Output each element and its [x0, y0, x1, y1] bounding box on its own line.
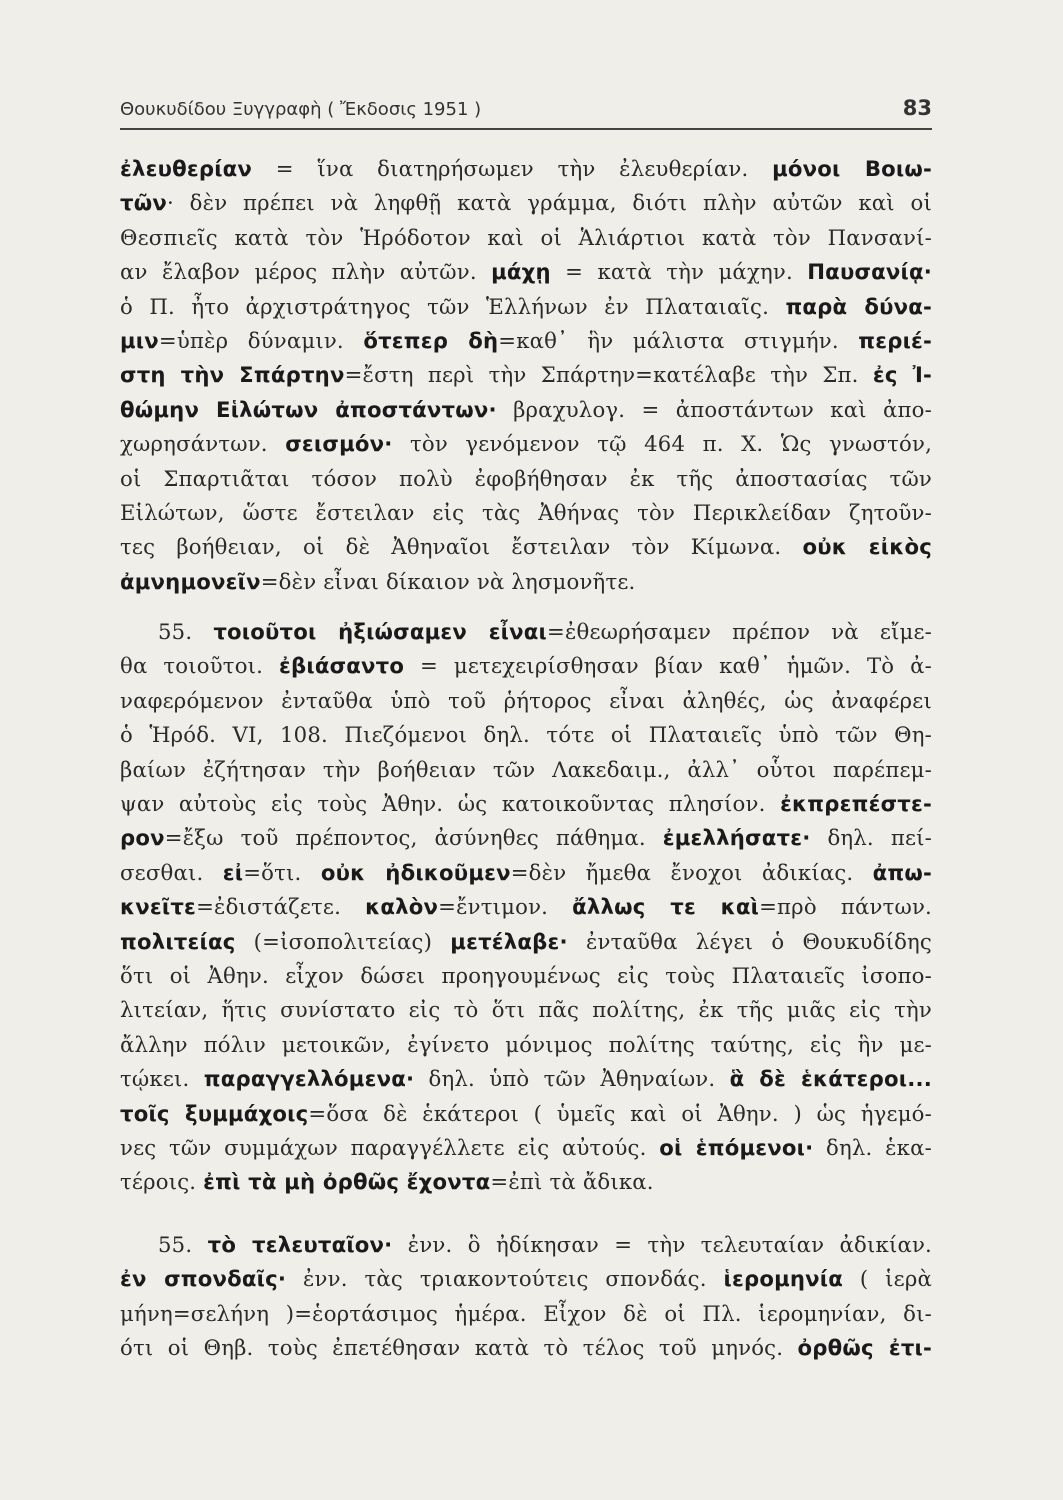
- lemma: καλὸν: [365, 894, 439, 920]
- lemma: οἱ ἑπόμενοι·: [659, 1134, 814, 1160]
- lemma: τῶν: [120, 190, 167, 216]
- text-line: [120, 290, 932, 324]
- text-line: [120, 787, 932, 821]
- gloss: χωρησάντων.: [120, 431, 286, 457]
- lemma: τοῖς ξυμμάχοις: [120, 1100, 309, 1126]
- lemma: ἐπὶ τὰ μὴ ὀρθῶς ἔχοντα: [203, 1169, 491, 1195]
- gloss: τες βοήθειαν, οἱ δὲ Ἀθηναῖοι ἔστειλαν τὸν Κίμωνα.: [120, 534, 803, 560]
- text-line: [120, 753, 932, 787]
- text-line: [120, 1028, 932, 1062]
- gloss: σεσθαι.: [120, 859, 223, 885]
- lemma: μετέλαβε·: [450, 928, 568, 954]
- paragraph-1: [120, 152, 932, 565]
- gloss: =ὅσα δὲ ἑκάτεροι ( ὑμεῖς καὶ οἱ Ἀθην. ) ὡς ἡγεμό-: [308, 1100, 932, 1126]
- lemma: ἐβιάσαντο: [279, 653, 405, 679]
- lemma: μόνοι Βοιω-: [772, 156, 932, 181]
- text-line: [120, 255, 932, 289]
- text-line: [120, 1228, 932, 1262]
- gloss: =ἔντιμον.: [438, 894, 573, 920]
- lemma: ὅτεπερ δὴ: [363, 327, 499, 353]
- lemma: πολιτείας: [120, 928, 236, 954]
- gloss: θα τοιοῦτοι.: [120, 653, 279, 679]
- gloss: ἄλλην πόλιν μετοικῶν, ἐγίνετο μόνιμος πολίτης ταύτης, εἰς ἣν με-: [120, 1031, 932, 1057]
- lemma: παρὰ δύνα-: [785, 293, 932, 319]
- gloss: =ἐδιστάζετε.: [196, 894, 366, 920]
- text-line: [120, 649, 932, 683]
- lemma: Παυσανίᾳ·: [807, 259, 932, 285]
- text-line: [120, 615, 932, 649]
- text-line: [120, 821, 932, 855]
- page-number: 83: [902, 96, 932, 120]
- text-line: [120, 925, 932, 959]
- gloss: δηλ. πεί-: [810, 825, 932, 851]
- gloss: = μετεχειρίσθησαν βίαν καθ᾽ ἡμῶν. Τὸ ἀ-: [404, 653, 932, 679]
- lemma: ἄλλως τε καὶ: [572, 894, 760, 920]
- gloss: τέροις.: [120, 1169, 204, 1195]
- lemma: ἐν σπονδαῖς·: [120, 1266, 287, 1292]
- paragraph-3: [120, 1228, 932, 1366]
- gloss: δηλ. ὑπὸ τῶν Ἀθηναίων.: [414, 1066, 730, 1092]
- text-line: [120, 890, 932, 924]
- gloss: =καθ᾽ ἣν μάλιστα στιγμήν.: [498, 327, 859, 353]
- gloss: τῴκει.: [120, 1066, 204, 1092]
- gloss: = ἵνα διατηρήσωμεν τὴν ἐλευθερίαν.: [252, 156, 773, 181]
- text-line: [120, 462, 932, 496]
- gloss: ότι οἱ Θηβ. τοὺς ἐπετέθησαν κατὰ τὸ τέλος τοῦ μηνός.: [120, 1334, 798, 1360]
- gloss: =ἐπὶ τὰ ἄδικα.: [490, 1169, 654, 1195]
- lemma: τὸ τελευταῖον·: [207, 1231, 393, 1257]
- text-line: [120, 324, 932, 358]
- gloss: λιτείαν, ἥτις συνίστατο εἰς τὸ ὅτι πᾶς πολίτης, ἐκ τῆς μιᾶς εἰς τὴν: [120, 997, 932, 1023]
- text-line: [120, 959, 932, 993]
- lemma: ἱερομηνία: [723, 1266, 843, 1292]
- text-line: [120, 1062, 932, 1096]
- text-line: [120, 1097, 932, 1131]
- gloss: μήνη=σελήνη )=ἑορτάσιμος ἡμέρα. Εἶχον δὲ οἱ Πλ. ἱερομηνίαν, δι-: [120, 1300, 932, 1326]
- text-line: [120, 427, 932, 461]
- text-line: [120, 496, 932, 530]
- text-line: [120, 993, 932, 1027]
- text-line: [120, 186, 932, 220]
- gloss: τὸν γενόμενον τῷ 464 π. Χ. Ὡς γνωστόν,: [392, 431, 932, 457]
- text-line: [120, 1131, 932, 1165]
- lemma: περιέ-: [858, 327, 932, 353]
- gloss: · δὲν πρέπει νὰ ληφθῇ κατὰ γράμμα, διότι πλὴν αὐτῶν καὶ οἱ: [166, 190, 932, 216]
- lemma: ἐκπρεπέστε-: [780, 791, 932, 817]
- gloss: βαίων ἐζήτησαν τὴν βοήθειαν τῶν Λακεδαιμ., ἀλλ᾽ οὗτοι παρέπεμ-: [120, 756, 932, 782]
- gloss: = κατὰ τὴν μάχην.: [550, 259, 808, 285]
- text-line: [120, 718, 932, 752]
- lemma: ἀμνημονεῖν: [120, 568, 261, 594]
- lemma: ρον: [120, 825, 165, 851]
- gloss: Θεσπιεῖς κατὰ τὸν Ἡρόδοτον καὶ οἱ Ἁλιάρτιοι κατὰ τὸν Πανσανί-: [120, 224, 932, 250]
- lemma: σεισμόν·: [285, 431, 393, 457]
- gloss: ψαν αὐτοὺς εἰς τοὺς Ἀθην. ὡς κατοικοῦντας πλησίον.: [120, 791, 781, 817]
- gloss: 55.: [158, 619, 214, 645]
- lemma: οὐκ εἰκὸς: [802, 534, 932, 560]
- gloss: =ἔξω τοῦ πρέποντος, ἀσύνηθες πάθημα.: [164, 825, 663, 851]
- gloss: ἐνν. ὃ ἠδίκησαν = τὴν τελευταίαν ἀδικίαν.: [392, 1231, 932, 1257]
- header-title: Θουκυδίδου Ξυγγραφὴ ( Ἔκδοσις 1951 ): [120, 99, 482, 120]
- lemma: παραγγελλόμενα·: [203, 1066, 415, 1092]
- lemma: μάχῃ: [491, 259, 551, 285]
- gloss: =δὲν ἤμεθα ἔνοχοι ἀδικίας.: [510, 859, 873, 885]
- gloss: (=ἰσοπολιτείας): [235, 928, 451, 954]
- gloss: =ἐθεωρήσαμεν πρέπον νὰ εἴμε-: [547, 619, 932, 645]
- lemma: οὐκ ἠδικοῦμεν: [320, 859, 511, 885]
- running-header: [120, 96, 932, 130]
- text-line: [120, 152, 932, 186]
- gloss: αν ἔλαβον μέρος πλὴν αὐτῶν.: [120, 259, 492, 285]
- gloss: ὁ Ἡρόδ. VI, 108. Πιεζόμενοι δηλ. τότε οἱ Πλαταιεῖς ὑπὸ τῶν Θη-: [120, 722, 932, 748]
- gloss: βραχυλογ. = ἀποστάντων καὶ ἀπο-: [496, 396, 932, 422]
- commentary-text: [120, 152, 932, 1365]
- lemma: ἐμελλήσατε·: [662, 825, 811, 851]
- text-line: [120, 1297, 932, 1331]
- lemma: κνεῖτε: [120, 894, 197, 920]
- text-line: [120, 856, 932, 890]
- gloss: =πρὸ πάντων.: [759, 894, 932, 920]
- gloss: =ὑπὲρ δύναμιν.: [158, 327, 364, 353]
- text-line: [120, 221, 932, 255]
- text-line: [120, 1331, 932, 1365]
- gloss: ὁ Π. ἦτο ἀρχιστράτηγος τῶν Ἑλλήνων ἐν Πλαταιαῖς.: [120, 293, 786, 319]
- lemma: ἃ δὲ ἑκάτεροι...: [729, 1066, 932, 1092]
- lemma: θώμην Εἱλώτων ἀποστάντων·: [120, 396, 497, 422]
- gloss: ναφερόμενον ἐνταῦθα ὑπὸ τοῦ ῥήτορος εἶναι ἀληθές, ὡς ἀναφέρει: [120, 687, 932, 713]
- gloss: ( ἱερὰ: [843, 1266, 932, 1292]
- gloss: =ὅτι.: [243, 859, 321, 885]
- gloss: 55.: [158, 1231, 208, 1257]
- paragraph-2: [120, 615, 932, 1165]
- lemma: ἐς Ἰ-: [872, 362, 932, 388]
- text-line: [120, 565, 932, 599]
- text-line: [120, 684, 932, 718]
- gloss: =ἔστη περὶ τὴν Σπάρτην=κατέλαβε τὴν Σπ.: [344, 362, 873, 388]
- text-line: [120, 1165, 932, 1199]
- text-line: [120, 358, 932, 392]
- text-line: [120, 1262, 932, 1296]
- gloss: ἐνν. τὰς τριακοντούτεις σπονδάς.: [286, 1266, 724, 1292]
- gloss: οἱ Σπαρτιᾶται τόσον πολὺ ἐφοβήθησαν ἐκ τῆς ἀποστασίας τῶν: [120, 465, 932, 491]
- gloss: Εἱλώτων, ὥστε ἔστειλαν εἰς τὰς Ἀθήνας τὸν Περικλείδαν ζητοῦν-: [120, 499, 932, 525]
- lemma: ὀρθῶς ἐτι-: [797, 1334, 932, 1360]
- gloss: δηλ. ἑκα-: [813, 1134, 932, 1160]
- lemma: μιν: [120, 327, 159, 353]
- lemma: ἐλευθερίαν: [120, 156, 253, 181]
- gloss: =δὲν εἶναι δίκαιον νὰ λησμονῆτε.: [260, 568, 636, 594]
- lemma: εἰ: [222, 859, 244, 885]
- text-line: [120, 530, 932, 564]
- lemma: τοιοῦτοι ἠξιώσαμεν εἶναι: [213, 619, 547, 645]
- lemma: στη τὴν Σπάρτην: [120, 362, 345, 388]
- gloss: νες τῶν συμμάχων παραγγέλλετε εἰς αὐτούς.: [120, 1134, 660, 1160]
- text-line: [120, 393, 932, 427]
- gloss: ἐνταῦθα λέγει ὁ Θουκυδίδης: [567, 928, 932, 954]
- lemma: ἀπω-: [872, 859, 932, 885]
- gloss: ὅτι οἱ Ἀθην. εἶχον δώσει προηγουμένως εἰς τοὺς Πλαταιεῖς ἰσοπο-: [120, 962, 932, 988]
